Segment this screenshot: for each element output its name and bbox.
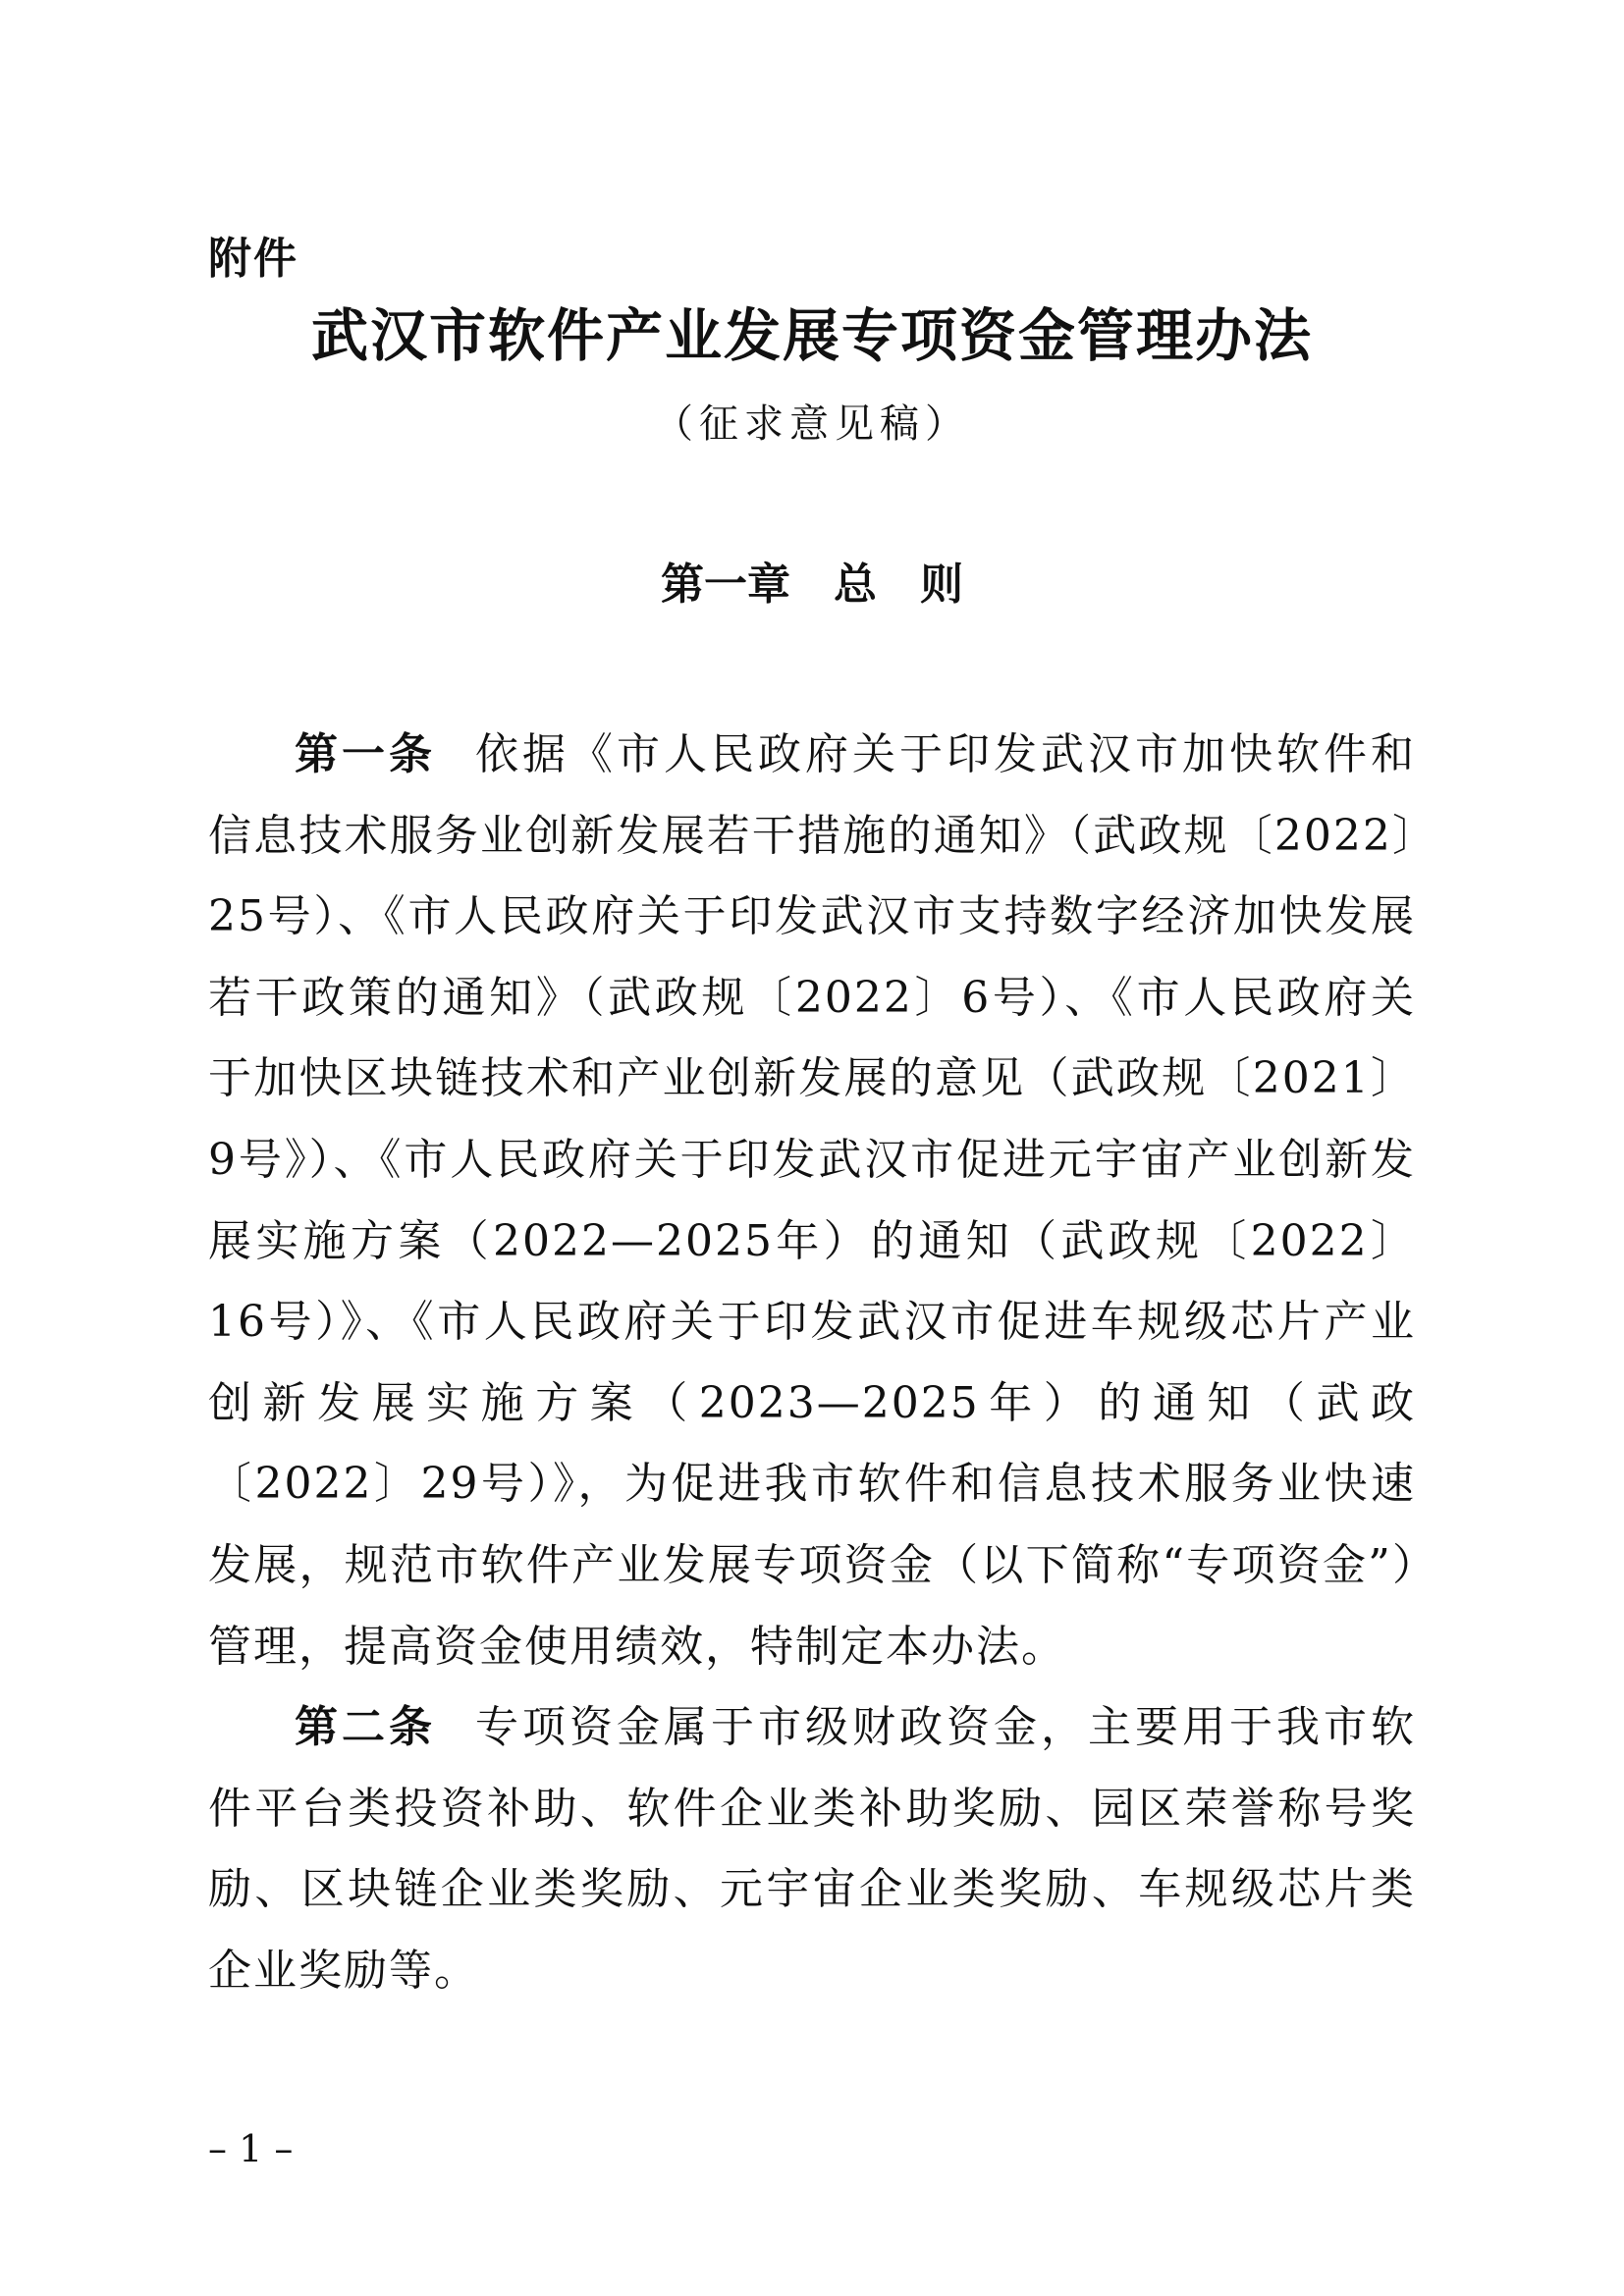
article-2	[208, 1687, 1416, 2011]
document-body	[208, 715, 1416, 2012]
article-1	[208, 715, 1416, 1687]
chapter-heading: 第一章 总 则	[661, 560, 963, 610]
article-1-label: 第一条	[295, 729, 436, 779]
document-title: 武汉市软件产业发展专项资金管理办法	[310, 302, 1313, 369]
article-2-text: 专项资金属于市级财政资金，主要用于我市软件平台类投资补助、软件企业类补助奖励、园区荣誉称号奖励、区块链企业类奖励、元宇宙企业类奖励、车规级芯片类企业奖励等。	[208, 1702, 1416, 1996]
document-subtitle: （征求意见稿）	[654, 401, 970, 447]
attachment-label: 附件	[208, 234, 298, 284]
article-1-text: 依据《市人民政府关于印发武汉市加快软件和信息技术服务业创新发展若干措施的通知》（武政规〔2022〕25号）、《市人民政府关于印发武汉市支持数字经济加快发展若干政策的通知》（武政规〔2022〕6号）、《市人民政府关于加快区块链技术和产业创新发展的意见（武政规〔2021〕9号》）、《市人民政府关于印发武汉市促进元宇宙产业创新发展实施方案（2022—2025年）的通知（武政规〔2022〕16号）》、《市人民政府关于印发武汉市促进车规级芯片产业创新发展实施方案（2023—2025年）的通知（武政〔2022〕29号）》，为促进我市软件和信息技术服务业快速发展，规范市软件产业发展专项资金（以下简称“专项资金”）管理，提高资金使用绩效，特制定本办法。	[208, 729, 1416, 1672]
article-2-label: 第二条	[295, 1702, 436, 1753]
page-number: – 1 –	[208, 2127, 294, 2170]
